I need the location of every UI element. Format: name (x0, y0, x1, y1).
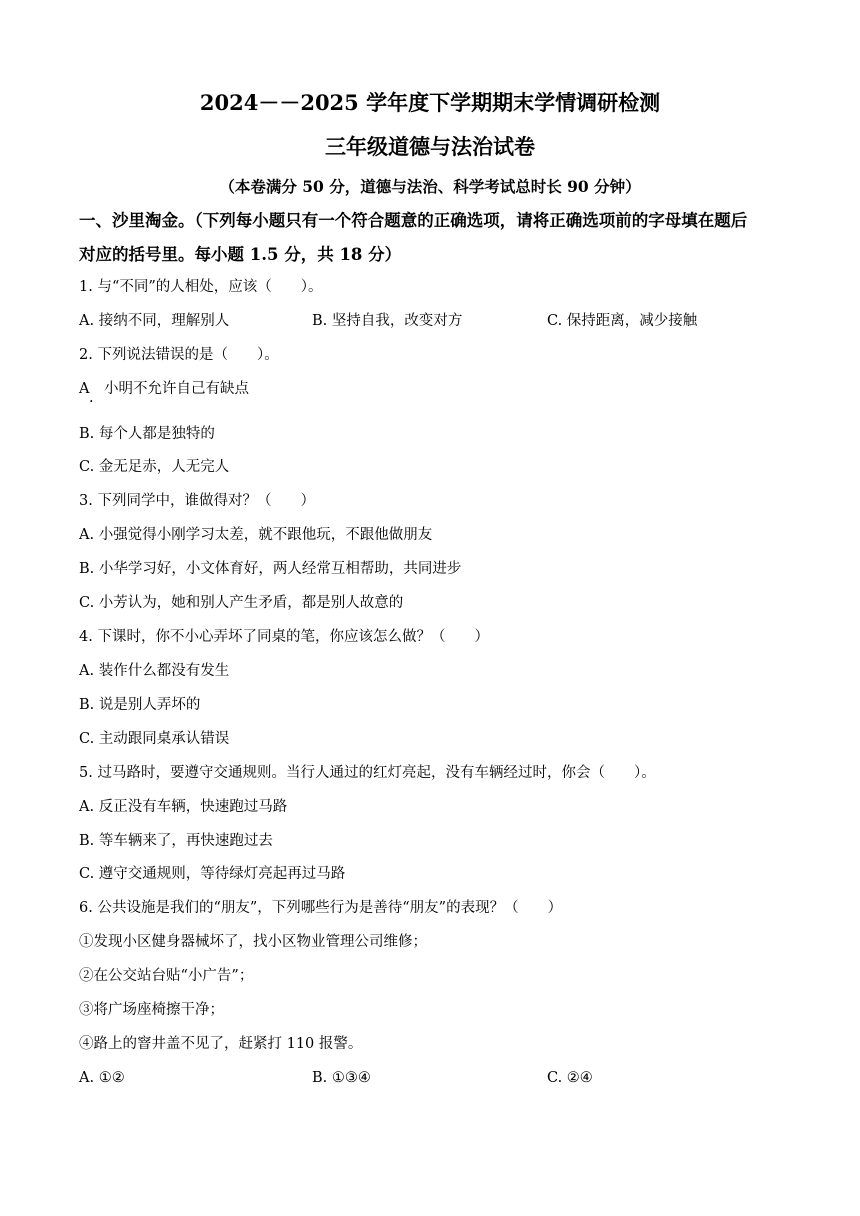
question-2-option-b: B. 每个人都是独特的 (79, 426, 215, 442)
question-2-option-a-dot: · (89, 394, 94, 410)
question-4-option-a: A. 装作什么都没有发生 (79, 663, 230, 679)
question-5-option-a: A. 反正没有车辆，快速跑过马路 (79, 799, 288, 815)
question-3-option-a: A. 小强觉得小刚学习太差，就不跟他玩，不跟他做朋友 (79, 527, 433, 543)
question-6-statement-1: ①发现小区健身器械坏了，找小区物业管理公司维修； (79, 934, 427, 950)
question-1-option-c: C. 保持距离，减少接触 (547, 313, 698, 329)
question-5-stem: 5. 过马路时，要遵守交通规则。当行人通过的红灯亮起，没有车辆经过时，你会（ ）。 (79, 765, 656, 781)
question-4-option-b: B. 说是别人弄坏的 (79, 697, 201, 713)
question-3-option-c: C. 小芳认为，她和别人产生矛盾，都是别人故意的 (79, 595, 404, 611)
question-2-option-a: A 小明不允许自己有缺点 (79, 381, 249, 397)
question-1-option-a: A. 接纳不同，理解别人 (79, 313, 230, 329)
question-6-statement-3: ③将广场座椅擦干净； (79, 1002, 224, 1018)
exam-note: （本卷满分 50 分，道德与法治、科学考试总时长 90 分钟） (219, 177, 641, 196)
question-6-statement-2: ②在公交站台贴“小广告”； (79, 968, 254, 984)
question-4-stem: 4. 下课时，你不小心弄坏了同桌的笔，你应该怎么做？（ ） (79, 629, 489, 645)
question-6-option-b: B. ①③④ (312, 1070, 371, 1086)
question-4-option-c: C. 主动跟同桌承认错误 (79, 731, 230, 747)
question-6-stem: 6. 公共设施是我们的“朋友”，下列哪些行为是善待“朋友”的表现？（ ） (79, 900, 563, 916)
question-1-stem: 1. 与“不同”的人相处，应该（ ）。 (79, 279, 323, 295)
exam-title: 2024－－2025 学年度下学期期末学情调研检测 (199, 90, 661, 115)
section-heading-line1: 一、沙里淘金。（下列每小题只有一个符合题意的正确选项，请将正确选项前的字母填在题后 (79, 211, 748, 230)
question-6-option-a: A. ①② (79, 1070, 125, 1086)
question-2-option-c: C. 金无足赤，人无完人 (79, 459, 230, 475)
question-3-stem: 3. 下列同学中，谁做得对？（ ） (79, 493, 315, 509)
question-3-option-b: B. 小华学习好，小文体育好，两人经常互相帮助，共同进步 (79, 561, 462, 577)
question-6-statement-4: ④路上的窨井盖不见了，赶紧打 110 报警。 (79, 1036, 363, 1052)
section-heading-line2: 对应的括号里。每小题 1.5 分，共 18 分） (79, 245, 402, 264)
question-1-option-b: B. 坚持自我，改变对方 (312, 313, 463, 329)
question-5-option-b: B. 等车辆来了，再快速跑过去 (79, 833, 273, 849)
question-5-option-c: C. 遵守交通规则，等待绿灯亮起再过马路 (79, 866, 346, 882)
question-6-option-c: C. ②④ (547, 1070, 593, 1086)
exam-subtitle: 三年级道德与法治试卷 (325, 134, 535, 159)
question-2-stem: 2. 下列说法错误的是（ ）。 (79, 347, 279, 363)
